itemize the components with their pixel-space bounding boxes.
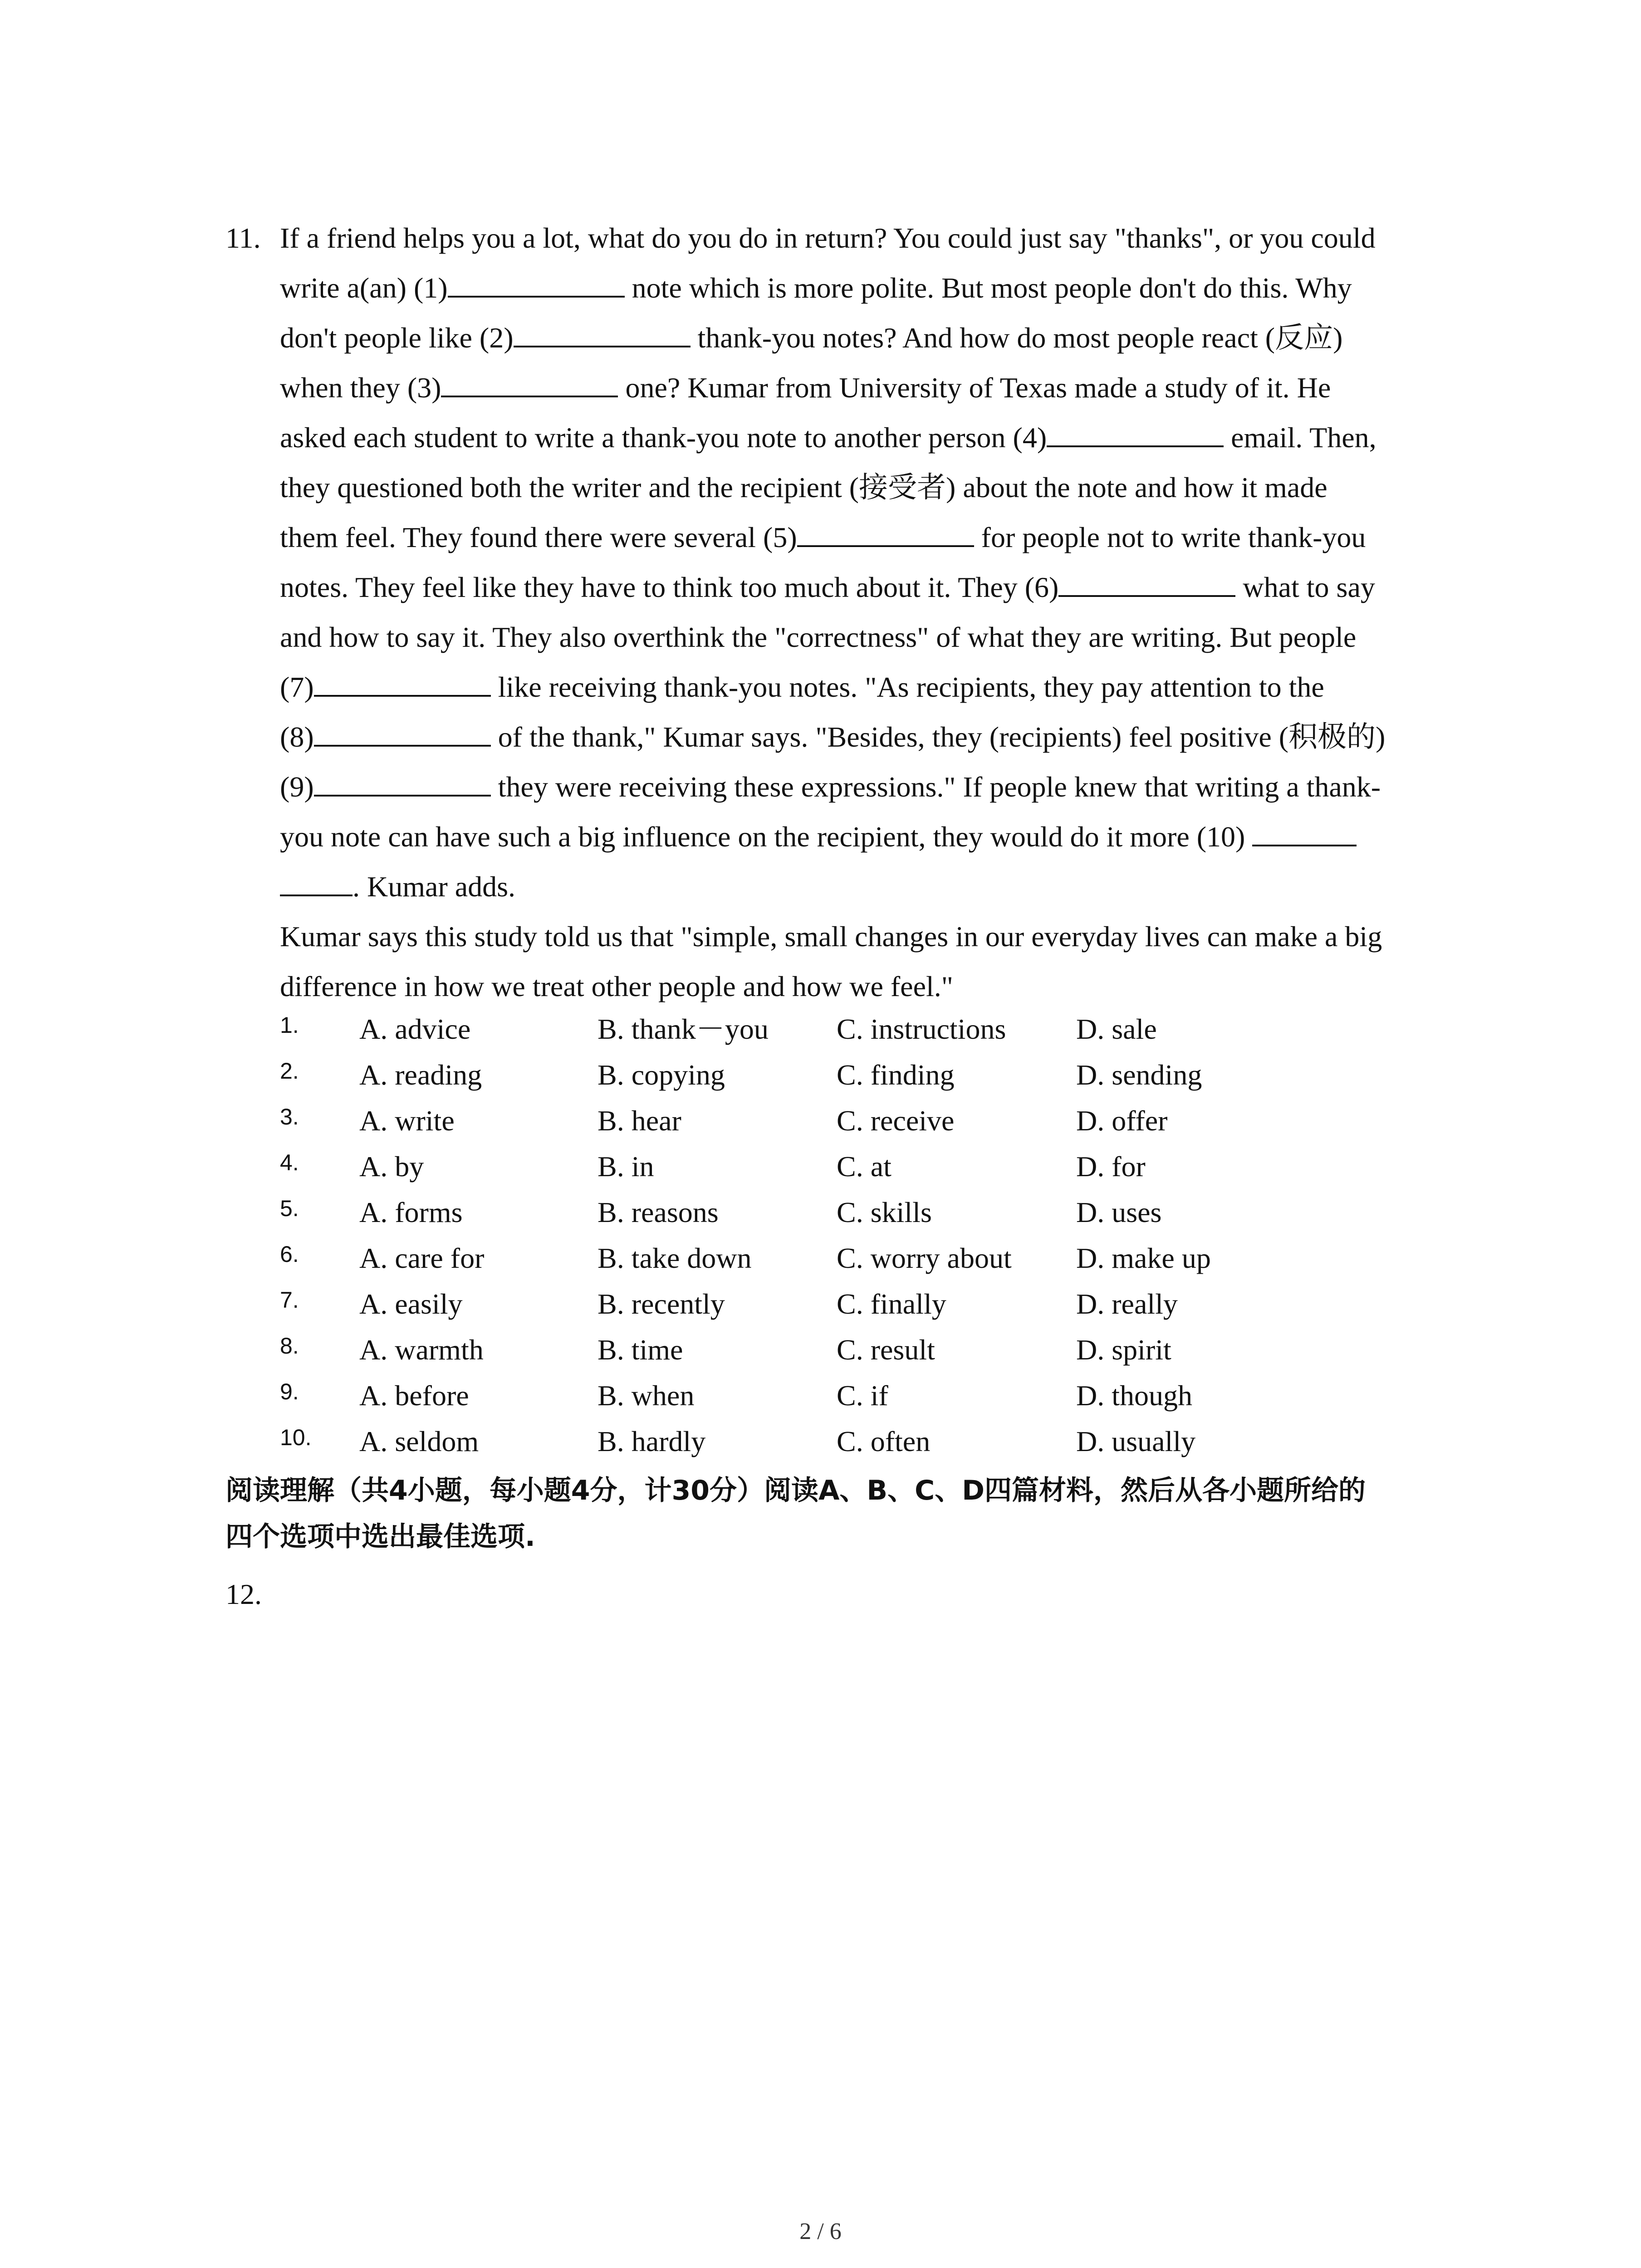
answer-blank <box>314 669 491 697</box>
passage-text: Kumar says this study told us that "simple, small changes in our everyday lives can make a big <box>280 920 1382 953</box>
passage-text: for people not to write thank-you <box>974 521 1366 553</box>
question-11 <box>225 213 1460 1012</box>
option-c: C. result <box>837 1334 935 1366</box>
option-a: A. easily <box>359 1288 463 1320</box>
passage-text: what to say <box>1235 571 1375 603</box>
answer-options <box>280 1006 1369 1464</box>
option-number: 9. <box>280 1379 299 1404</box>
option-c: C. instructions <box>837 1013 1006 1045</box>
page-number: 2 / 6 <box>799 2219 842 2244</box>
option-number: 2. <box>280 1058 299 1084</box>
passage-text: difference in how we treat other people and how we feel." <box>280 970 953 1002</box>
option-c: C. skills <box>837 1196 932 1228</box>
passage-text: email. Then, <box>1224 421 1376 454</box>
option-d: D. really <box>1076 1288 1178 1320</box>
passage-line <box>280 313 1460 363</box>
option-number: 10. <box>280 1425 312 1450</box>
option-b: B. reasons <box>598 1196 719 1228</box>
option-row <box>280 1098 1369 1144</box>
option-row <box>280 1235 1369 1281</box>
passage-line <box>280 712 1460 762</box>
option-a: A. seldom <box>359 1425 479 1457</box>
answer-blank <box>280 868 353 896</box>
passage-line <box>280 812 1460 862</box>
answer-blank <box>448 269 625 298</box>
passage-text: thank-you notes? And how do most people react (反应) <box>690 322 1343 354</box>
option-b: B. take down <box>598 1242 752 1274</box>
option-b: B. hardly <box>598 1425 706 1457</box>
passage-text: like receiving thank-you notes. "As recipients, they pay attention to the <box>490 671 1324 703</box>
passage-text: (9) <box>280 771 314 803</box>
passage-text: don't people like (2) <box>280 322 514 354</box>
option-b: B. copying <box>598 1059 725 1091</box>
option-b: B. recently <box>598 1288 725 1320</box>
question-number: 11. <box>225 222 261 254</box>
cloze-passage <box>280 213 1460 1012</box>
passage-line <box>280 662 1460 712</box>
answer-blank <box>441 369 618 397</box>
section-heading-line: 四个选项中选出最佳选项. <box>225 1521 535 1553</box>
passage-line <box>280 263 1460 313</box>
passage-text: one? Kumar from University of Texas made a study of it. He <box>618 371 1331 404</box>
passage-text: (8) <box>280 721 314 753</box>
option-row <box>280 1373 1369 1418</box>
passage-text: If a friend helps you a lot, what do you do in return? You could just say "thanks", or you could <box>280 222 1376 254</box>
option-d: D. make up <box>1076 1242 1211 1274</box>
passage-line <box>280 912 1460 962</box>
passage-text: asked each student to write a thank-you note to another person (4) <box>280 421 1047 454</box>
option-row <box>280 1281 1369 1327</box>
answer-blank <box>314 719 491 747</box>
option-d: D. offer <box>1076 1105 1168 1137</box>
option-a: A. write <box>359 1105 455 1137</box>
answer-blank <box>514 319 691 347</box>
option-row <box>280 1006 1369 1052</box>
passage-text: they questioned both the writer and the recipient (接受者) about the note and how it made <box>280 471 1327 503</box>
section-heading <box>225 1467 1460 1560</box>
passage-line <box>280 862 1460 912</box>
option-number: 1. <box>280 1012 299 1038</box>
passage-text: (7) <box>280 671 314 703</box>
option-a: A. warmth <box>359 1334 484 1366</box>
option-d: D. sale <box>1076 1013 1157 1045</box>
passage-line <box>280 562 1460 612</box>
option-d: D. sending <box>1076 1059 1202 1091</box>
option-d: D. uses <box>1076 1196 1162 1228</box>
option-row <box>280 1327 1369 1373</box>
passage-line <box>280 962 1460 1012</box>
passage-text: of the thank," Kumar says. "Besides, they (recipients) feel positive (积极的) <box>490 721 1386 753</box>
passage-line <box>280 363 1460 413</box>
option-a: A. by <box>359 1150 424 1183</box>
option-b: B. in <box>598 1150 654 1183</box>
passage-text: and how to say it. They also overthink the "correctness" of what they are writing. But people <box>280 621 1357 653</box>
option-number: 7. <box>280 1287 299 1313</box>
passage-text: . Kumar adds. <box>353 870 516 903</box>
option-number: 4. <box>280 1150 299 1175</box>
option-row <box>280 1189 1369 1235</box>
option-number: 8. <box>280 1333 299 1359</box>
answer-blank <box>314 768 491 797</box>
option-row <box>280 1418 1369 1464</box>
option-d: D. for <box>1076 1150 1146 1183</box>
option-row <box>280 1144 1369 1189</box>
passage-line <box>280 463 1460 513</box>
passage-text: write a(an) (1) <box>280 272 448 304</box>
option-d: D. spirit <box>1076 1334 1171 1366</box>
option-b: B. time <box>598 1334 683 1366</box>
passage-text: notes. They feel like they have to think too much about it. They (6) <box>280 571 1059 603</box>
option-a: A. advice <box>359 1013 471 1045</box>
option-c: C. receive <box>837 1105 955 1137</box>
option-number: 6. <box>280 1242 299 1267</box>
option-c: C. if <box>837 1379 888 1412</box>
passage-line <box>280 413 1460 463</box>
passage-line <box>280 513 1460 562</box>
option-row <box>280 1052 1369 1098</box>
answer-blank <box>1252 818 1357 846</box>
option-number: 5. <box>280 1196 299 1221</box>
option-a: A. before <box>359 1379 469 1412</box>
option-b: B. hear <box>598 1105 681 1137</box>
option-a: A. reading <box>359 1059 482 1091</box>
passage-text: you note can have such a big influence on the recipient, they would do it more (10) <box>280 821 1253 853</box>
passage-text: note which is more polite. But most people don't do this. Why <box>624 272 1352 304</box>
option-a: A. forms <box>359 1196 463 1228</box>
option-c: C. finally <box>837 1288 946 1320</box>
passage-text: them feel. They found there were several (5) <box>280 521 797 553</box>
passage-line <box>280 612 1460 662</box>
option-b: B. when <box>598 1379 695 1412</box>
option-b: B. thank－you <box>598 1013 769 1045</box>
option-d: D. usually <box>1076 1425 1196 1457</box>
option-c: C. at <box>837 1150 892 1183</box>
answer-blank <box>797 519 974 547</box>
option-c: C. worry about <box>837 1242 1012 1274</box>
passage-text: they were receiving these expressions." If people knew that writing a thank- <box>490 771 1381 803</box>
section-heading-line: 阅读理解（共4小题，每小题4分，计30分）阅读A、B、C、D四篇材料，然后从各小题所给的 <box>225 1475 1366 1506</box>
option-d: D. though <box>1076 1379 1192 1412</box>
question-12-number: 12. <box>225 1578 262 1610</box>
passage-line <box>280 213 1460 263</box>
passage-text: when they (3) <box>280 371 441 404</box>
passage-line <box>280 762 1460 812</box>
answer-blank <box>1047 419 1224 447</box>
answer-blank <box>1058 569 1235 597</box>
option-c: C. finding <box>837 1059 955 1091</box>
option-a: A. care for <box>359 1242 485 1274</box>
option-c: C. often <box>837 1425 931 1457</box>
option-number: 3. <box>280 1104 299 1129</box>
